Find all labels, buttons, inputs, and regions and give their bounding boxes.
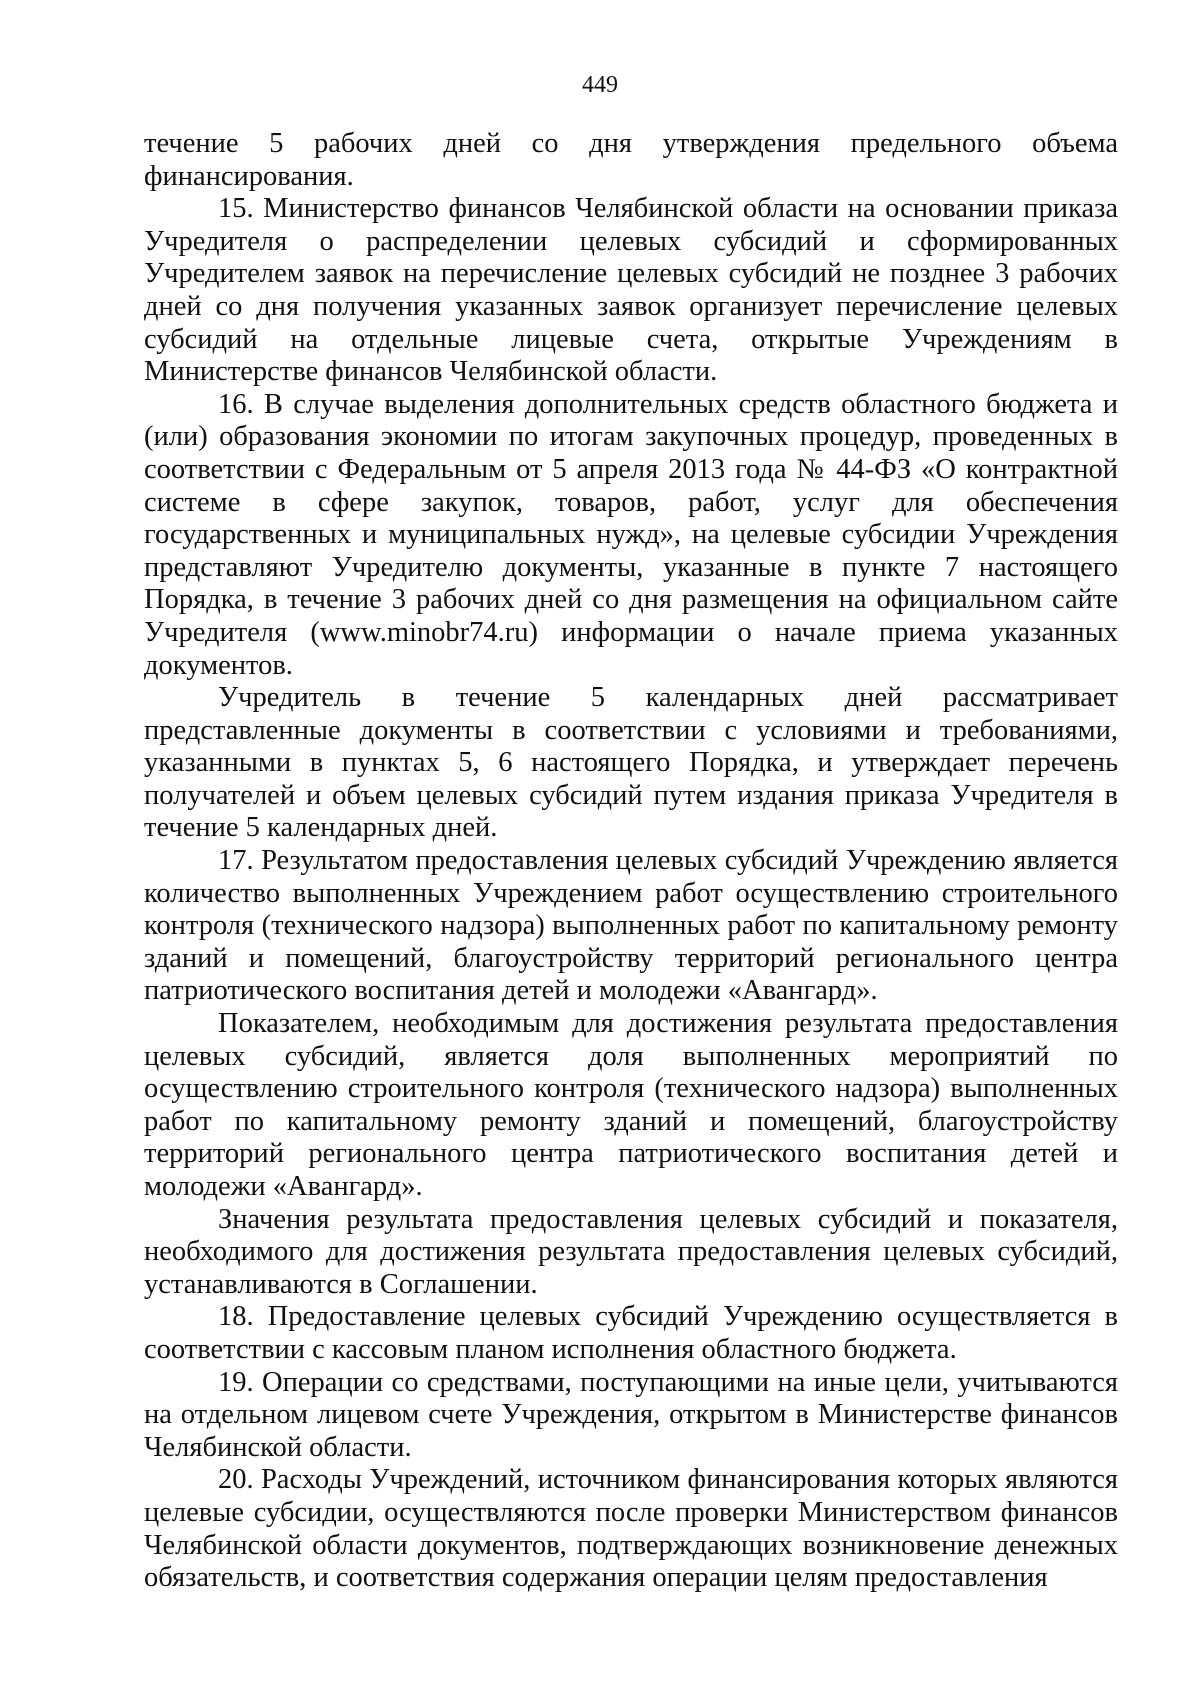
paragraph-founder-review: Учредитель в течение 5 календарных дней рассматривает представленные документы в соответствии с условиями и требованиями, указанными в пунктах 5, 6 настоящего Порядка, и утверждает перечень получателей и объем целевых субсидий путем издания приказа Учредителя в течение 5 календарных дней.: [144, 682, 1118, 844]
page-number: 449: [582, 72, 618, 98]
paragraph-item-19: 19. Операции со средствами, поступающими на иные цели, учитываются на отдельном лицевом счете Учреждения, открытом в Министерстве финансов Челябинской области.: [144, 1366, 1118, 1463]
paragraph-item-18: 18. Предоставление целевых субсидий Учреждению осуществляется в соответствии с кассовым планом исполнения областного бюджета.: [144, 1301, 1118, 1365]
paragraph-indicator: Показателем, необходимым для достижения результата предоставления целевых субсидий, является доля выполненных мероприятий по осуществлению строительного контроля (технического надзора) выполненных работ по капитальному ремонту зданий и помещений, благоустройству территорий регионального центра патриотического воспитания детей и молодежи «Авангард».: [144, 1008, 1118, 1202]
paragraph-continuation: течение 5 рабочих дней со дня утверждения предельного объема финансирования.: [144, 128, 1118, 192]
paragraph-values: Значения результата предоставления целевых субсидий и показателя, необходимого для достижения результата предоставления целевых субсидий, устанавливаются в Соглашении.: [144, 1203, 1118, 1300]
paragraph-item-16: 16. В случае выделения дополнительных средств областного бюджета и (или) образования экономии по итогам закупочных процедур, проведенных в соответствии с Федеральным от 5 апреля 2013 года № 44-ФЗ «О контрактной системе в сфере закупок, товаров, работ, услуг для обеспечения государственных и муниципальных нужд», на целевые субсидии Учреждения представляют Учредителю документы, указанные в пункте 7 настоящего Порядка, в течение 3 рабочих дней со дня размещения на официальном сайте Учредителя (www.minobr74.ru) информации о начале приема указанных документов.: [144, 388, 1118, 681]
document-body: [144, 128, 1118, 1595]
paragraph-item-17: 17. Результатом предоставления целевых субсидий Учреждению является количество выполненных Учреждением работ осуществлению строительного контроля (технического надзора) выполненных работ по капитальному ремонту зданий и помещений, благоустройству территорий регионального центра патриотического воспитания детей и молодежи «Авангард».: [144, 845, 1118, 1007]
paragraph-item-15: 15. Министерство финансов Челябинской области на основании приказа Учредителя о распределении целевых субсидий и сформированных Учредителем заявок на перечисление целевых субсидий не позднее 3 рабочих дней со дня получения указанных заявок организует перечисление целевых субсидий на отдельные лицевые счета, открытые Учреждениям в Министерстве финансов Челябинской области.: [144, 193, 1118, 388]
paragraph-item-20: 20. Расходы Учреждений, источником финансирования которых являются целевые субсидии, осуществляются после проверки Министерством финансов Челябинской области документов, подтверждающих возникновение денежных обязательств, и соответствия содержания операции целям предоставления: [144, 1464, 1118, 1594]
